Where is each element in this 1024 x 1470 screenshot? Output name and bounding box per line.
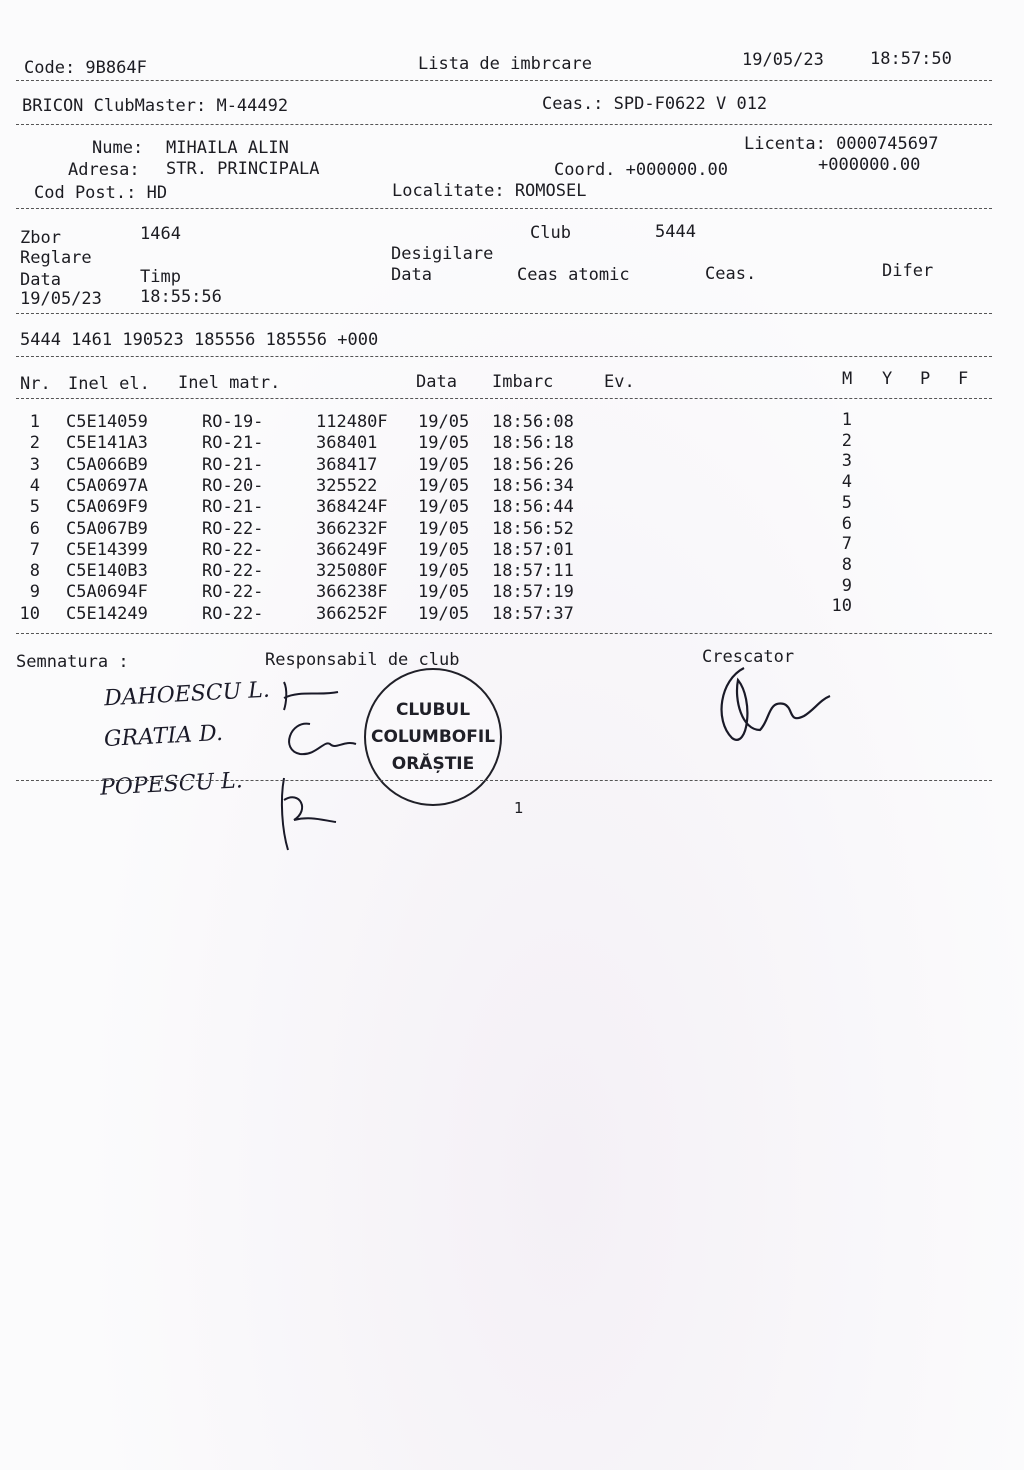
cell-imbarc: 18:57:19	[492, 582, 574, 603]
name-value: MIHAILA ALIN	[166, 138, 289, 158]
postal-code: Cod Post.: HD	[34, 183, 168, 203]
club-responsible-label: Responsabil de club	[265, 650, 460, 670]
cell-m: 10	[831, 596, 852, 617]
cell-data: 19/05	[418, 497, 470, 518]
cell-nr: 8	[29, 561, 40, 582]
summary-line: 5444 1461 190523 185556 185556 +000	[20, 330, 379, 350]
cell-matr: 368417	[316, 454, 378, 475]
cell-matr: 366238F	[316, 582, 388, 603]
cell-data: 19/05	[418, 603, 470, 624]
reglare-label: Reglare	[20, 248, 92, 268]
col-p: P	[920, 369, 931, 389]
cell-nr: 5	[29, 497, 40, 518]
divider	[16, 208, 992, 209]
license: Licenta: 0000745697	[744, 134, 939, 154]
cell-data: 19/05	[418, 433, 470, 454]
cell-data: 19/05	[418, 412, 470, 432]
cell-imbarc: 18:56:18	[492, 433, 574, 454]
cell-nr: 4	[29, 475, 40, 496]
atomic-clock-label: Ceas atomic	[517, 265, 630, 285]
cell-m: 3	[841, 451, 852, 472]
cell-pre: RO-21-	[202, 433, 264, 454]
cell-matr: 368424F	[316, 497, 388, 518]
clock-label: Ceas.	[705, 264, 757, 284]
cell-data: 19/05	[418, 454, 470, 475]
col-inel-el: Inel el.	[68, 374, 150, 394]
desigilare-label: Desigilare	[391, 244, 494, 264]
clubmaster-id: BRICON ClubMaster: M-44492	[22, 96, 289, 116]
coordinates-2: +000000.00	[818, 155, 921, 175]
cell-imbarc: 18:56:34	[492, 475, 574, 496]
cell-data: 19/05	[418, 518, 470, 539]
cell-imbarc: 18:56:08	[492, 412, 574, 432]
col-ev: Ev.	[604, 372, 635, 392]
divider	[16, 313, 992, 314]
col-y: Y	[882, 369, 893, 389]
cell-nr: 2	[29, 433, 40, 454]
cell-imbarc: 18:57:01	[492, 539, 574, 560]
cell-pre: RO-22-	[202, 539, 264, 560]
cell-pre: RO-19-	[202, 412, 264, 432]
divider	[16, 80, 992, 81]
cell-m: 7	[841, 534, 852, 555]
club-label: Club	[530, 223, 571, 243]
difference-label: Difer	[882, 261, 934, 281]
cell-m: 2	[841, 430, 852, 451]
cell-data: 19/05	[418, 475, 470, 496]
club-stamp	[364, 668, 502, 806]
col-f: F	[958, 369, 969, 389]
cell-matr: 325080F	[316, 561, 388, 582]
cell-m: 8	[841, 554, 852, 575]
handwritten-name-3: POPESCU L.	[99, 768, 244, 801]
handwritten-name-1: DAHOESCU L.	[103, 677, 271, 712]
code-label: Code: 9B864F	[24, 58, 147, 78]
cell-nr: 9	[29, 582, 40, 603]
page-number: 1	[514, 799, 524, 817]
cell-nr: 1	[29, 412, 40, 432]
cell-el: C5E14399	[66, 539, 148, 560]
clock-id: Ceas.: SPD-F0622 V 012	[542, 94, 768, 114]
stamp-line-3: ORĂȘTIE	[391, 753, 475, 774]
cell-el: C5A066B9	[66, 454, 148, 475]
coordinates: Coord. +000000.00	[554, 160, 728, 180]
cell-nr: 10	[19, 603, 40, 624]
print-date: 19/05/23	[742, 50, 824, 70]
cell-m: 5	[841, 492, 852, 513]
address-label: Adresa:	[68, 160, 140, 180]
cell-m: 4	[841, 472, 852, 493]
cell-matr: 366252F	[316, 603, 388, 624]
col-data: Data	[416, 372, 457, 392]
responsible-signatures	[270, 670, 370, 860]
cell-data: 19/05	[418, 539, 470, 560]
cell-pre: RO-21-	[202, 454, 264, 475]
stamp-line-2: COLUMBOFIL	[370, 726, 496, 747]
stamp-line-1: CLUBUL	[395, 699, 471, 720]
cell-el: C5A0697A	[66, 475, 148, 496]
col-m: M	[842, 369, 853, 389]
data-label: Data	[20, 270, 61, 290]
cell-nr: 3	[29, 454, 40, 475]
address-value: STR. PRINCIPALA	[166, 159, 320, 179]
cell-imbarc: 18:56:44	[492, 497, 574, 518]
flight-number: 1464	[140, 224, 181, 244]
cell-el: C5E14059	[66, 412, 148, 432]
divider	[16, 124, 992, 125]
divider	[16, 633, 992, 634]
cell-pre: RO-20-	[202, 475, 264, 496]
cell-el: C5E141A3	[66, 433, 148, 454]
cell-el: C5E140B3	[66, 561, 148, 582]
flight-label: Zbor	[20, 228, 61, 248]
handwritten-name-2: GRATIA D.	[103, 720, 224, 753]
cell-el: C5A0694F	[66, 582, 148, 603]
document-title: Lista de imbrcare	[418, 54, 592, 74]
divider	[16, 398, 992, 399]
print-time: 18:57:50	[870, 49, 952, 69]
divider	[16, 356, 992, 357]
time-label: Timp	[140, 267, 181, 287]
locality: Localitate: ROMOSEL	[392, 181, 587, 201]
cell-pre: RO-22-	[202, 603, 264, 624]
cell-data: 19/05	[418, 582, 470, 603]
data-label-2: Data	[391, 265, 432, 285]
col-nr: Nr.	[20, 374, 51, 394]
cell-pre: RO-22-	[202, 518, 264, 539]
name-label: Nume:	[92, 138, 144, 158]
cell-m: 6	[841, 513, 852, 534]
cell-m: 9	[841, 575, 852, 596]
cell-matr: 366249F	[316, 539, 388, 560]
cell-imbarc: 18:56:52	[492, 518, 574, 539]
reglare-date: 19/05/23	[20, 289, 102, 309]
cell-pre: RO-22-	[202, 561, 264, 582]
divider	[16, 780, 992, 781]
cell-matr: 368401	[316, 433, 378, 454]
cell-data: 19/05	[418, 561, 470, 582]
breeder-signature	[708, 660, 838, 750]
table-row	[0, 596, 1000, 625]
cell-m: 1	[841, 410, 852, 430]
cell-imbarc: 18:56:26	[492, 454, 574, 475]
club-number: 5444	[655, 222, 696, 242]
col-imbarc: Imbarc	[492, 372, 554, 392]
cell-matr: 325522	[316, 475, 378, 496]
cell-matr: 112480F	[316, 412, 388, 432]
reglare-time: 18:55:56	[140, 287, 222, 307]
signature-label: Semnatura :	[16, 652, 129, 672]
cell-imbarc: 18:57:11	[492, 561, 574, 582]
cell-el: C5E14249	[66, 603, 148, 624]
col-inel-matr: Inel matr.	[178, 373, 281, 393]
cell-nr: 7	[29, 539, 40, 560]
cell-pre: RO-21-	[202, 497, 264, 518]
cell-nr: 6	[29, 518, 40, 539]
cell-el: C5A067B9	[66, 518, 148, 539]
cell-el: C5A069F9	[66, 497, 148, 518]
cell-imbarc: 18:57:37	[492, 603, 574, 624]
cell-pre: RO-22-	[202, 582, 264, 603]
cell-matr: 366232F	[316, 518, 388, 539]
breeder-label: Crescator	[702, 647, 795, 667]
